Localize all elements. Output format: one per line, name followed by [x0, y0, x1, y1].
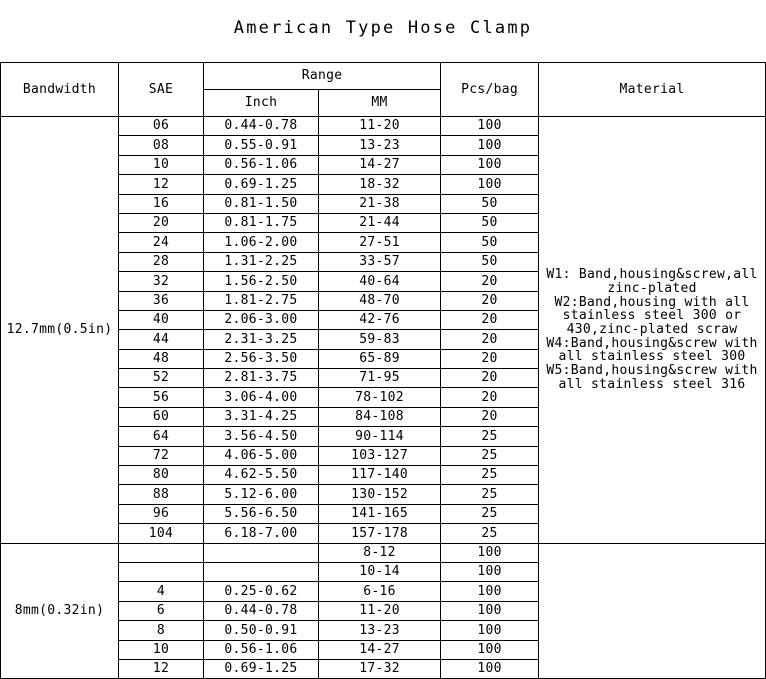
material-note-line: W1: Band,housing&screw,all [546, 267, 758, 283]
material-note-line: all stainless steel 300 [558, 349, 746, 365]
material-note-line: W5:Band,housing&screw with [546, 362, 758, 378]
pcs-cell: 25 [441, 466, 539, 485]
mm-cell: 11-20 [319, 601, 441, 620]
material-cell [539, 543, 766, 679]
pcs-cell: 20 [441, 388, 539, 407]
pcs-cell: 50 [441, 213, 539, 232]
bandwidth-cell: 8mm(0.32in) [1, 543, 119, 679]
header-pcs-bag: Pcs/bag [441, 63, 539, 117]
sae-cell: 36 [119, 291, 204, 310]
mm-cell: 90-114 [319, 427, 441, 446]
sae-cell: 80 [119, 466, 204, 485]
sae-cell: 4 [119, 582, 204, 601]
header-inch: Inch [204, 90, 319, 117]
sae-cell [119, 562, 204, 581]
mm-cell: 13-23 [319, 136, 441, 155]
inch-cell: 1.81-2.75 [204, 291, 319, 310]
pcs-cell: 50 [441, 194, 539, 213]
mm-cell: 42-76 [319, 310, 441, 329]
mm-cell: 33-57 [319, 252, 441, 271]
sae-cell: 10 [119, 155, 204, 174]
sae-cell: 44 [119, 330, 204, 349]
material-note-line: W2:Band,housing with all [554, 294, 750, 310]
pcs-cell: 100 [441, 582, 539, 601]
sae-cell: 8 [119, 621, 204, 640]
mm-cell: 84-108 [319, 407, 441, 426]
pcs-cell: 100 [441, 155, 539, 174]
mm-cell: 48-70 [319, 291, 441, 310]
page-title: American Type Hose Clamp [233, 18, 533, 38]
material-note-line: zinc-plated [607, 281, 697, 297]
sae-cell: 48 [119, 349, 204, 368]
mm-cell: 6-16 [319, 582, 441, 601]
inch-cell: 2.56-3.50 [204, 349, 319, 368]
material-note-line: stainless steel 300 or [562, 308, 742, 324]
pcs-cell: 20 [441, 330, 539, 349]
sae-cell: 10 [119, 640, 204, 659]
inch-cell: 3.56-4.50 [204, 427, 319, 446]
inch-cell: 1.56-2.50 [204, 272, 319, 291]
inch-cell: 5.56-6.50 [204, 504, 319, 523]
sae-cell: 06 [119, 117, 204, 136]
header-sae: SAE [119, 63, 204, 117]
mm-cell: 8-12 [319, 543, 441, 562]
mm-cell: 14-27 [319, 640, 441, 659]
sae-cell: 60 [119, 407, 204, 426]
pcs-cell: 100 [441, 601, 539, 620]
mm-cell: 71-95 [319, 369, 441, 388]
sae-cell: 32 [119, 272, 204, 291]
mm-cell: 21-44 [319, 213, 441, 232]
inch-cell: 0.55-0.91 [204, 136, 319, 155]
inch-cell: 0.56-1.06 [204, 155, 319, 174]
mm-cell: 130-152 [319, 485, 441, 504]
mm-cell: 40-64 [319, 272, 441, 291]
sae-cell [119, 543, 204, 562]
pcs-cell: 100 [441, 621, 539, 640]
inch-cell: 1.31-2.25 [204, 252, 319, 271]
sae-cell: 12 [119, 659, 204, 678]
mm-cell: 14-27 [319, 155, 441, 174]
inch-cell: 0.69-1.25 [204, 659, 319, 678]
pcs-cell: 100 [441, 136, 539, 155]
inch-cell [204, 543, 319, 562]
pcs-cell: 100 [441, 117, 539, 136]
inch-cell: 3.31-4.25 [204, 407, 319, 426]
header-mm: MM [319, 90, 441, 117]
sae-cell: 12 [119, 175, 204, 194]
mm-cell: 13-23 [319, 621, 441, 640]
pcs-cell: 25 [441, 427, 539, 446]
mm-cell: 78-102 [319, 388, 441, 407]
header-row-primary [1, 63, 766, 90]
pcs-cell: 25 [441, 485, 539, 504]
pcs-cell: 100 [441, 659, 539, 678]
pcs-cell: 100 [441, 175, 539, 194]
mm-cell: 21-38 [319, 194, 441, 213]
pcs-cell: 20 [441, 349, 539, 368]
hose-clamp-spec-table [0, 62, 766, 679]
inch-cell [204, 562, 319, 581]
material-note-line: W4:Band,housing&screw with [546, 335, 758, 351]
sae-cell: 104 [119, 524, 204, 543]
bandwidth-cell: 12.7mm(0.5in) [1, 117, 119, 544]
table-body [1, 117, 766, 679]
sae-cell: 08 [119, 136, 204, 155]
mm-cell: 65-89 [319, 349, 441, 368]
sae-cell: 40 [119, 310, 204, 329]
inch-cell: 0.44-0.78 [204, 117, 319, 136]
sae-cell: 72 [119, 446, 204, 465]
inch-cell: 5.12-6.00 [204, 485, 319, 504]
sae-cell: 56 [119, 388, 204, 407]
sae-cell: 24 [119, 233, 204, 252]
inch-cell: 0.81-1.75 [204, 213, 319, 232]
pcs-cell: 20 [441, 272, 539, 291]
mm-cell: 10-14 [319, 562, 441, 581]
sae-cell: 20 [119, 213, 204, 232]
inch-cell: 1.06-2.00 [204, 233, 319, 252]
sae-cell: 52 [119, 369, 204, 388]
table-header [1, 63, 766, 117]
mm-cell: 27-51 [319, 233, 441, 252]
inch-cell: 6.18-7.00 [204, 524, 319, 543]
pcs-cell: 100 [441, 640, 539, 659]
inch-cell: 0.44-0.78 [204, 601, 319, 620]
header-range: Range [204, 63, 441, 90]
mm-cell: 141-165 [319, 504, 441, 523]
mm-cell: 11-20 [319, 117, 441, 136]
material-cell [539, 117, 766, 544]
pcs-cell: 20 [441, 369, 539, 388]
inch-cell: 2.81-3.75 [204, 369, 319, 388]
pcs-cell: 25 [441, 524, 539, 543]
inch-cell: 4.06-5.00 [204, 446, 319, 465]
inch-cell: 2.31-3.25 [204, 330, 319, 349]
material-note-line: all stainless steel 316 [558, 376, 746, 392]
inch-cell: 0.50-0.91 [204, 621, 319, 640]
pcs-cell: 25 [441, 504, 539, 523]
material-note-line: 430,zinc-plated scraw [566, 321, 738, 337]
pcs-cell: 100 [441, 562, 539, 581]
mm-cell: 103-127 [319, 446, 441, 465]
inch-cell: 4.62-5.50 [204, 466, 319, 485]
inch-cell: 0.81-1.50 [204, 194, 319, 213]
mm-cell: 18-32 [319, 175, 441, 194]
inch-cell: 2.06-3.00 [204, 310, 319, 329]
inch-cell: 0.25-0.62 [204, 582, 319, 601]
pcs-cell: 100 [441, 543, 539, 562]
pcs-cell: 25 [441, 446, 539, 465]
sae-cell: 28 [119, 252, 204, 271]
pcs-cell: 20 [441, 310, 539, 329]
pcs-cell: 50 [441, 252, 539, 271]
sae-cell: 64 [119, 427, 204, 446]
inch-cell: 0.69-1.25 [204, 175, 319, 194]
table-row [1, 543, 766, 562]
mm-cell: 59-83 [319, 330, 441, 349]
table-row [1, 117, 766, 136]
inch-cell: 0.56-1.06 [204, 640, 319, 659]
header-bandwidth: Bandwidth [1, 63, 119, 117]
pcs-cell: 50 [441, 233, 539, 252]
mm-cell: 117-140 [319, 466, 441, 485]
sae-cell: 16 [119, 194, 204, 213]
pcs-cell: 20 [441, 291, 539, 310]
sae-cell: 6 [119, 601, 204, 620]
pcs-cell: 20 [441, 407, 539, 426]
mm-cell: 157-178 [319, 524, 441, 543]
sae-cell: 96 [119, 504, 204, 523]
mm-cell: 17-32 [319, 659, 441, 678]
inch-cell: 3.06-4.00 [204, 388, 319, 407]
header-material: Material [539, 63, 766, 117]
sae-cell: 88 [119, 485, 204, 504]
